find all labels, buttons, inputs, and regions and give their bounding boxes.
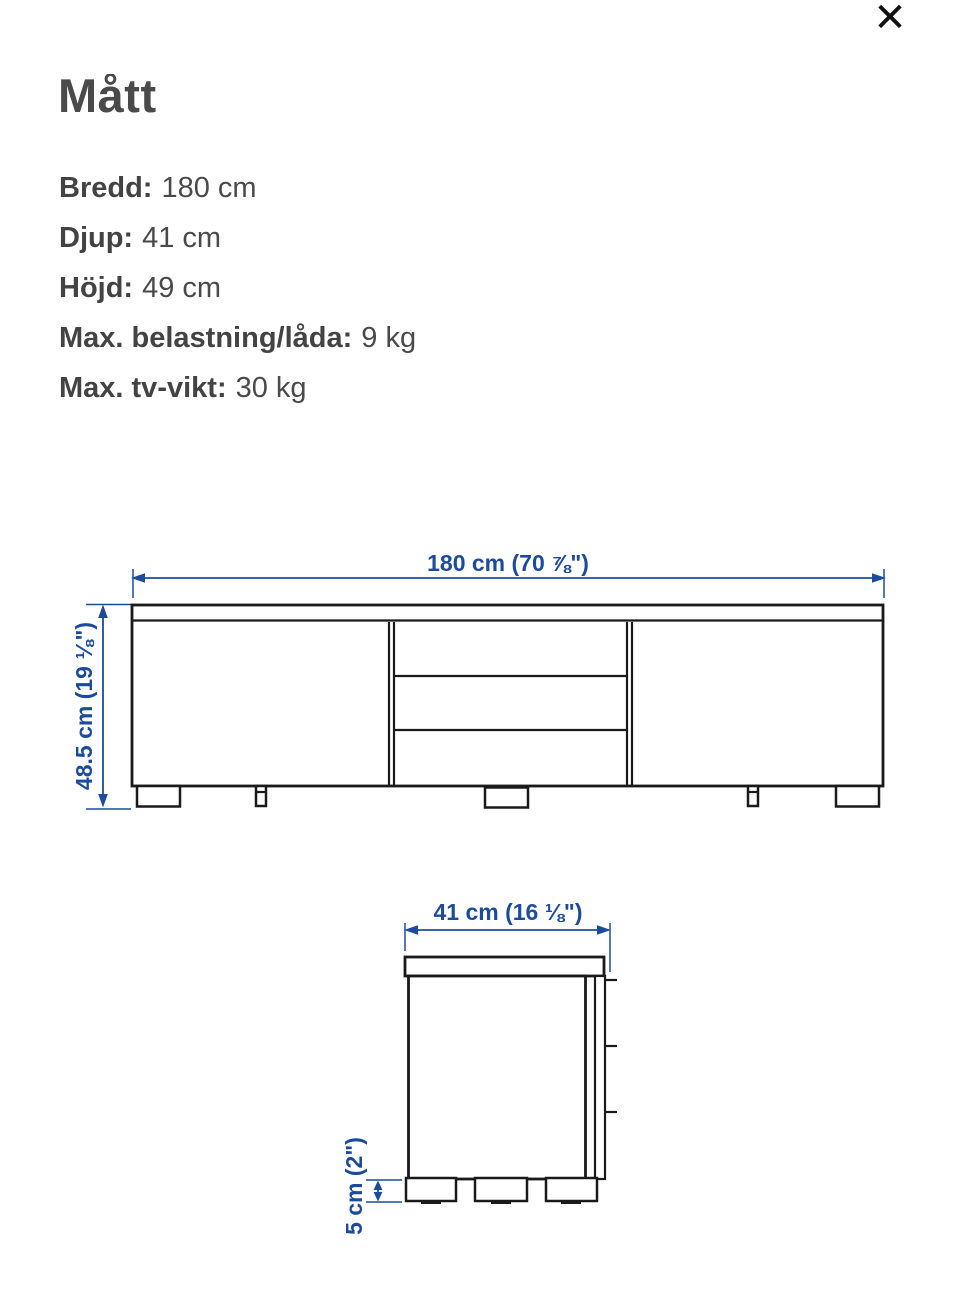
- spec-list: [59, 163, 416, 413]
- front-width-dimension-label: 180 cm (70 ⅞"): [427, 550, 589, 576]
- spec-label: Max. belastning/låda:: [59, 322, 353, 354]
- side-leg-height-dimension-label: 5 cm (2"): [341, 1137, 367, 1235]
- spec-label: Max. tv-vikt:: [59, 372, 227, 404]
- side-leg-height-dimension: [341, 1137, 402, 1235]
- side-view-diagram: [0, 890, 960, 1260]
- spec-value: 41 cm: [142, 222, 222, 254]
- front-view-diagram: [0, 540, 960, 860]
- tv-bench-side-drawing: [405, 957, 617, 1204]
- page-title-clip: [58, 74, 458, 114]
- spec-value: 30 kg: [235, 372, 307, 404]
- spec-row-max-load-drawer: [59, 313, 416, 363]
- spec-label: Höjd:: [59, 272, 134, 304]
- spec-value: 49 cm: [142, 272, 222, 304]
- spec-row-depth: [59, 213, 416, 263]
- front-width-dimension: [131, 550, 886, 598]
- page-title: Mått: [58, 74, 157, 114]
- spec-value: 9 kg: [361, 322, 417, 354]
- tv-bench-front-drawing: [132, 605, 883, 808]
- spec-row-width: [59, 163, 416, 213]
- close-button[interactable]: [866, 0, 914, 42]
- front-height-dimension: [71, 605, 131, 810]
- close-icon: ✕: [873, 0, 907, 41]
- spec-row-height: [59, 263, 416, 313]
- spec-row-max-tv-weight: [59, 363, 416, 413]
- side-depth-dimension-label: 41 cm (16 ⅛"): [433, 899, 583, 925]
- spec-label: Bredd:: [59, 172, 153, 204]
- spec-value: 180 cm: [161, 172, 257, 204]
- spec-label: Djup:: [59, 222, 134, 254]
- front-height-dimension-label: 48.5 cm (19 ⅛"): [71, 621, 97, 791]
